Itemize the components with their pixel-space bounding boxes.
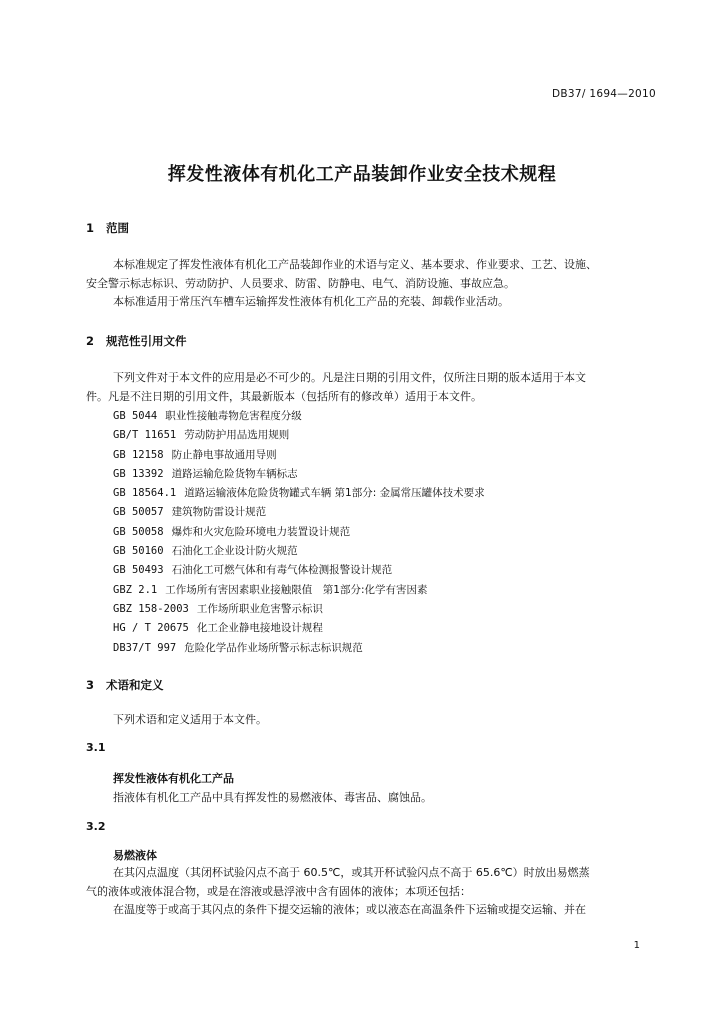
text-line: 在温度等于或高于其闪点的条件下提交运输的液体；或以液态在高温条件下运输或提交运输、并在 (113, 903, 586, 916)
reference-item (113, 523, 485, 542)
text-line: 件。凡是不注日期的引用文件，其最新版本（包括所有的修改单）适用于本文件。 (86, 389, 482, 403)
section-number: 3 (86, 678, 95, 692)
section-2-paragraph (86, 369, 658, 406)
reference-item (113, 561, 485, 580)
section-number: 1 (86, 221, 95, 235)
reference-title: 危险化学品作业场所警示标志标识规范 (184, 641, 363, 654)
reference-code: GB 12158 (113, 448, 164, 461)
reference-code: GBZ 158-2003 (113, 602, 189, 615)
section-1-paragraph-1 (86, 256, 658, 293)
reference-title: 石油化工企业设计防火规范 (171, 545, 298, 558)
reference-code: GB 50057 (113, 506, 164, 519)
section-title: 规范性引用文件 (106, 334, 187, 348)
section-1-heading (86, 220, 129, 236)
text-line: 气的液体或液体混合物，或是在溶液或悬浮液中含有固体的液体；本项还包括： (86, 884, 471, 898)
reference-code: GB 50160 (113, 545, 164, 558)
reference-title: 化工企业静电接地设计规程 (196, 622, 323, 635)
section-1-paragraph-2 (86, 293, 658, 312)
term-name: 易燃液体 (113, 849, 157, 862)
document-title: 挥发性液体有机化工产品装卸作业安全技术规程 (167, 164, 557, 185)
reference-item (113, 639, 485, 658)
reference-code: GB 50058 (113, 525, 164, 538)
reference-item (113, 407, 485, 426)
section-3-heading (86, 677, 164, 693)
reference-code: GB 18564.1 (113, 487, 177, 500)
text-line: 在其闪点温度（其闭杯试验闪点不高于 60.5℃，或其开杯试验闪点不高于 65.6℃）时放出易燃蒸 (113, 866, 590, 879)
section-2-heading (86, 333, 187, 349)
reference-item (113, 542, 485, 561)
text-line: 安全警示标志标识、劳动防护、人员要求、防雷、防静电、电气、消防设施、事故应急。 (86, 276, 515, 290)
normative-references-list (113, 407, 485, 658)
reference-title: 爆炸和火灾危险环境电力装置设计规范 (171, 525, 351, 538)
reference-title: 石油化工可燃气体和有毒气体检测报警设计规范 (171, 564, 393, 577)
reference-item (113, 426, 485, 445)
reference-code: DB37/T 997 (113, 641, 177, 654)
reference-title: 劳动防护用品选用规则 (184, 429, 290, 442)
text-line: 下列文件对于本文件的应用是必不可少的。凡是注日期的引用文件，仅所注日期的版本适用于本文 (113, 371, 586, 384)
reference-item (113, 581, 485, 600)
reference-code: GB 50493 (113, 564, 164, 577)
reference-code: GB/T 11651 (113, 429, 177, 442)
term-number: 3.1 (86, 741, 106, 754)
reference-item (113, 619, 485, 638)
reference-title: 道路运输危险货物车辆标志 (171, 467, 298, 480)
reference-title: 道路运输液体危险货物罐式车辆 第1部分: 金属常压罐体技术要求 (184, 487, 485, 500)
reference-code: GB 5044 (113, 410, 158, 422)
reference-item (113, 446, 485, 465)
reference-title: 职业性接触毒物危害程度分级 (165, 410, 302, 422)
reference-code: HG / T 20675 (113, 622, 189, 635)
section-title: 范围 (106, 221, 129, 235)
reference-code: GBZ 2.1 (113, 583, 158, 596)
term-name: 挥发性液体有机化工产品 (113, 772, 234, 785)
reference-item (113, 600, 485, 619)
standard-code: DB37/ 1694—2010 (552, 88, 656, 100)
reference-title: 建筑物防雷设计规范 (171, 506, 267, 519)
reference-title: 工作场所有害因素职业接触限值 第1部分:化学有害因素 (165, 583, 428, 596)
reference-code: GB 13392 (113, 467, 164, 480)
reference-item (113, 465, 485, 484)
text-line: 下列术语和定义适用于本文件。 (113, 713, 267, 726)
section-3-intro (86, 711, 658, 730)
reference-title: 工作场所职业危害警示标识 (196, 602, 323, 615)
reference-title: 防止静电事故通用导则 (171, 448, 277, 461)
text-line: 本标准规定了挥发性液体有机化工产品装卸作业的术语与定义、基本要求、作业要求、工艺、设施、 (113, 258, 597, 271)
reference-item (113, 484, 485, 503)
page-number: 1 (633, 940, 640, 951)
text-line: 本标准适用于常压汽车槽车运输挥发性液体有机化工产品的充装、卸载作业活动。 (113, 295, 509, 308)
term-definition (86, 864, 658, 920)
section-title: 术语和定义 (106, 678, 164, 692)
section-number: 2 (86, 334, 95, 348)
reference-item (113, 503, 485, 522)
term-number: 3.2 (86, 820, 106, 833)
term-definition: 指液体有机化工产品中具有挥发性的易燃液体、毒害品、腐蚀品。 (113, 791, 432, 804)
